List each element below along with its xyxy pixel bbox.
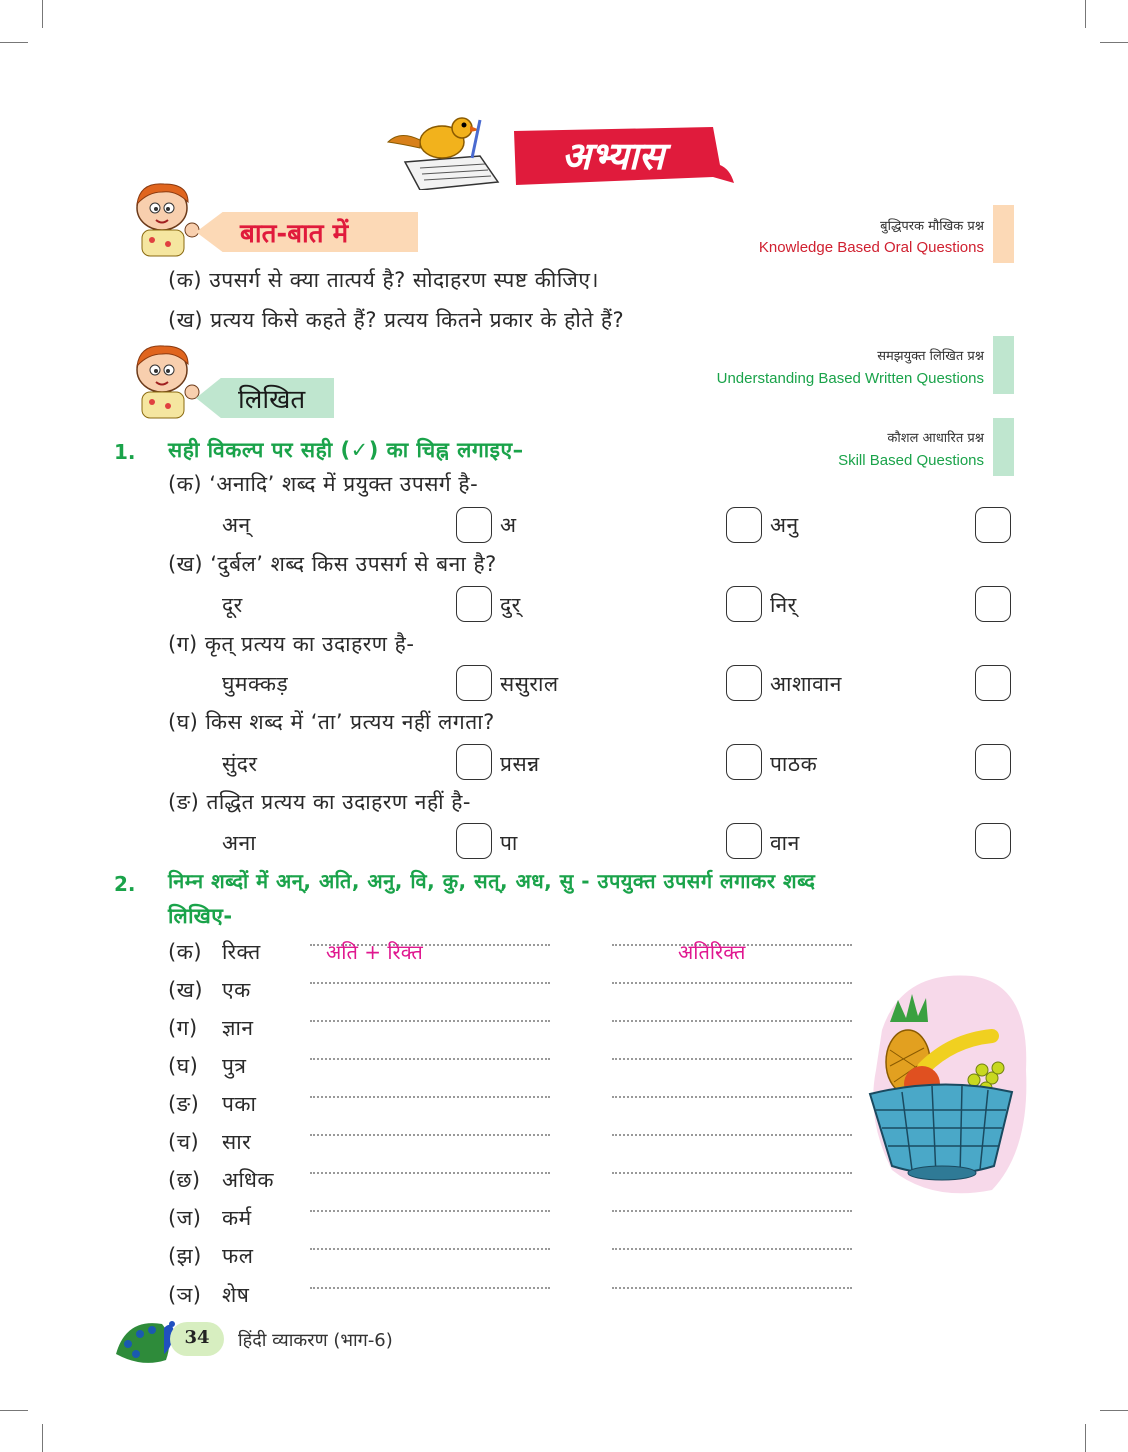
q1-option: सुंदर <box>222 752 258 776</box>
boy-character-icon <box>128 178 208 258</box>
q1-checkbox[interactable] <box>726 507 762 543</box>
q1-option: प्रसन्न <box>500 752 540 776</box>
book-title: हिंदी व्याकरण (भाग-6) <box>238 1330 393 1351</box>
q2-answer-blank-joined[interactable] <box>612 1096 852 1098</box>
q2-item-word: पका <box>222 1092 257 1116</box>
crop-mark <box>42 1424 43 1452</box>
q2-answer-blank-joined[interactable] <box>612 1172 852 1174</box>
q1-checkbox[interactable] <box>975 823 1011 859</box>
crop-mark <box>1085 1424 1086 1452</box>
q2-answer-blank-joined[interactable] <box>612 982 852 984</box>
q2-answer-blank-joined[interactable] <box>612 1058 852 1060</box>
q1-checkbox[interactable] <box>726 823 762 859</box>
q1-checkbox[interactable] <box>726 744 762 780</box>
q2-answer-blank-split[interactable] <box>310 1134 550 1136</box>
title-banner <box>508 125 738 189</box>
q1-text: सही विकल्प पर सही (✓) का चिह्न लगाइए– <box>168 438 524 462</box>
q2-item-word: एक <box>222 978 251 1002</box>
q1-option: आशावान <box>770 672 842 696</box>
tag-oral-english: Knowledge Based Oral Questions <box>758 239 984 256</box>
q2-answer-blank-split[interactable] <box>310 1287 550 1289</box>
q2-example-split: अति + रिक्त <box>326 940 423 964</box>
q2-answer-blank-split[interactable] <box>310 982 550 984</box>
q2-text-line2: लिखिए- <box>168 904 233 928</box>
q1-option: पा <box>500 831 518 855</box>
q1-checkbox[interactable] <box>456 823 492 859</box>
tag-bar-mint <box>993 418 1014 476</box>
q1-option: अनु <box>770 513 799 537</box>
q2-text-line1: निम्न शब्दों में अन्, अति, अनु, वि, कु, सत्, अध, सु - उपयुक्त उपसर्ग लगाकर शब्द <box>168 869 816 893</box>
tag-bar-mint <box>993 336 1014 394</box>
q2-item-label: (क) <box>168 940 203 964</box>
q2-item-label: (छ) <box>168 1168 201 1192</box>
q2-item-word: रिक्त <box>222 940 261 964</box>
q2-answer-blank-joined[interactable] <box>612 1020 852 1022</box>
q2-item-word: अधिक <box>222 1168 275 1192</box>
q1-option: घुमक्कड़ <box>222 672 289 696</box>
crop-mark <box>1100 42 1128 43</box>
crop-mark <box>0 42 28 43</box>
q2-item-label: (ञ) <box>168 1283 202 1307</box>
q1-option: निर् <box>770 593 797 617</box>
q1-checkbox[interactable] <box>975 665 1011 701</box>
q2-answer-blank-split[interactable] <box>310 1248 550 1250</box>
q2-answer-blank-joined[interactable] <box>612 1248 852 1250</box>
bird-writing-illustration <box>380 110 510 190</box>
q1-option: दुर् <box>500 593 521 617</box>
q2-answer-blank-split[interactable] <box>310 1058 550 1060</box>
q2-item-word: पुत्र <box>222 1054 247 1078</box>
q2-answer-blank-split[interactable] <box>310 1096 550 1098</box>
q2-item-label: (ङ) <box>168 1092 200 1116</box>
tag-oral-hindi: बुद्धिपरक मौखिक प्रश्न <box>880 219 984 234</box>
tag-skill-english: Skill Based Questions <box>838 452 984 469</box>
q1-option: अ <box>500 513 517 537</box>
crop-mark <box>42 0 43 28</box>
q1-prompt: (क) ‘अनादि’ शब्द में प्रयुक्त उपसर्ग है- <box>168 472 479 496</box>
q2-item-word: फल <box>222 1244 254 1268</box>
section-label-oral: बात-बात में <box>240 219 349 249</box>
q2-item-label: (झ) <box>168 1244 202 1268</box>
q1-checkbox[interactable] <box>456 586 492 622</box>
oral-question-1: (क) उपसर्ग से क्या तात्पर्य है? सोदाहरण स्पष्ट कीजिए। <box>168 268 599 292</box>
q2-answer-blank-joined[interactable] <box>612 1287 852 1289</box>
tag-written-hindi: समझयुक्त लिखित प्रश्न <box>877 349 984 364</box>
q1-checkbox[interactable] <box>456 507 492 543</box>
q1-checkbox[interactable] <box>726 665 762 701</box>
q2-item-label: (ख) <box>168 978 204 1002</box>
q1-checkbox[interactable] <box>975 507 1011 543</box>
q1-checkbox[interactable] <box>975 586 1011 622</box>
page-number: 34 <box>184 1327 210 1348</box>
q2-answer-blank-joined[interactable] <box>612 1210 852 1212</box>
q1-checkbox[interactable] <box>456 665 492 701</box>
q2-item-label: (ग) <box>168 1016 198 1040</box>
q2-answer-blank-split[interactable] <box>310 1020 550 1022</box>
q2-item-label: (ज) <box>168 1206 202 1230</box>
q2-number: 2. <box>114 872 136 896</box>
q1-prompt: (घ) किस शब्द में ‘ता’ प्रत्यय नहीं लगता? <box>168 710 495 734</box>
q2-item-word: ज्ञान <box>222 1016 254 1040</box>
q2-item-word: सार <box>222 1130 252 1154</box>
q1-checkbox[interactable] <box>726 586 762 622</box>
crop-mark <box>0 1410 28 1411</box>
q2-item-word: शेष <box>222 1283 250 1307</box>
oral-question-2: (ख) प्रत्यय किसे कहते हैं? प्रत्यय कितने प्रकार के होते हैं? <box>168 308 625 332</box>
tag-skill-hindi: कौशल आधारित प्रश्न <box>887 431 984 446</box>
tag-written-english: Understanding Based Written Questions <box>716 370 984 387</box>
page-title: अभ्यास <box>561 134 665 178</box>
q1-option: पाठक <box>770 752 818 776</box>
q1-checkbox[interactable] <box>456 744 492 780</box>
q2-answer-blank-split[interactable] <box>310 1210 550 1212</box>
tag-bar-peach <box>993 205 1014 263</box>
q2-answer-blank-joined[interactable] <box>612 1134 852 1136</box>
crop-mark <box>1085 0 1086 28</box>
q1-checkbox[interactable] <box>975 744 1011 780</box>
q1-option: वान <box>770 831 800 855</box>
q1-prompt: (ग) कृत् प्रत्यय का उदाहरण है- <box>168 632 415 656</box>
q2-item-label: (घ) <box>168 1054 199 1078</box>
section-label-written: लिखित <box>238 385 306 415</box>
q1-option: दूर <box>222 593 243 617</box>
q2-example-joined: अतिरिक्त <box>678 940 746 964</box>
q1-option: ससुराल <box>500 672 559 696</box>
crop-mark <box>1100 1410 1128 1411</box>
boy-character-icon <box>128 340 208 420</box>
q2-item-label: (च) <box>168 1130 200 1154</box>
q2-answer-blank-split[interactable] <box>310 1172 550 1174</box>
q1-number: 1. <box>114 440 136 464</box>
q1-option: अना <box>222 831 257 855</box>
q1-prompt: (ङ) तद्धित प्रत्यय का उदाहरण नहीं है- <box>168 790 471 814</box>
q1-prompt: (ख) ‘दुर्बल’ शब्द किस उपसर्ग से बना है? <box>168 552 497 576</box>
q1-option: अन् <box>222 513 251 537</box>
q2-item-word: कर्म <box>222 1206 252 1230</box>
fruit-basket-illustration <box>862 970 1032 1200</box>
